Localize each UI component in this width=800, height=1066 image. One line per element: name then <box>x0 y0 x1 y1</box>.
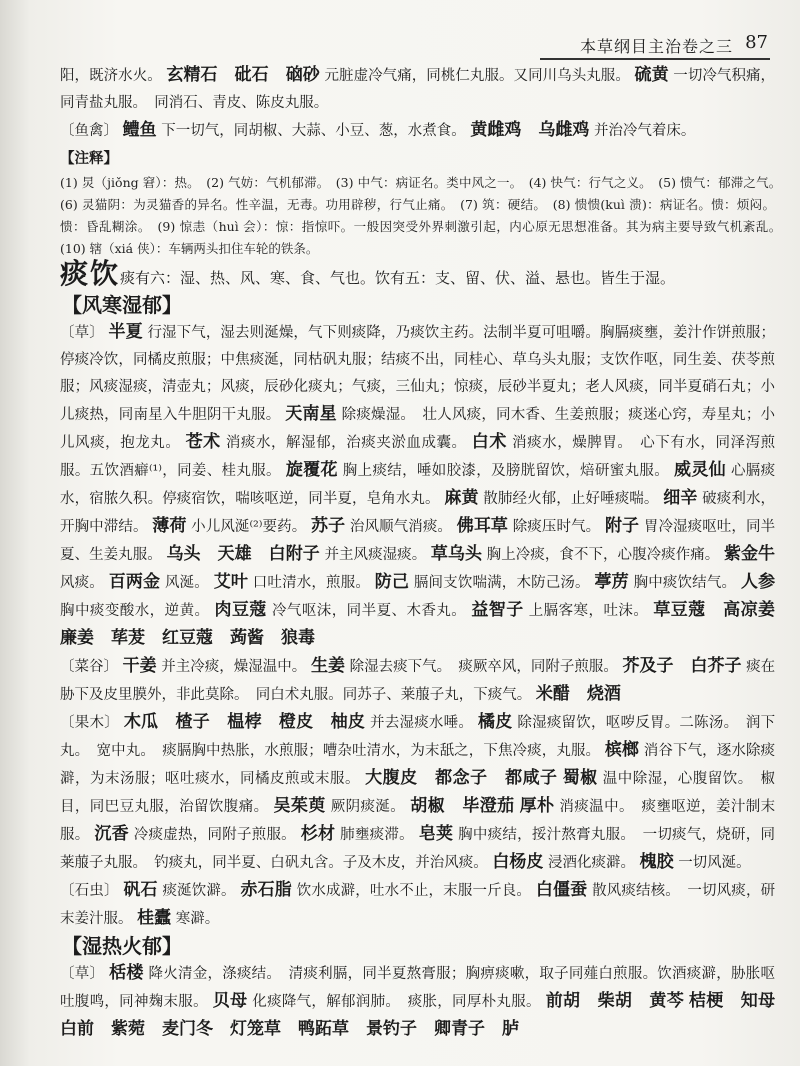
herb-name: 细辛 <box>663 488 698 508</box>
category-tag: 〔石虫〕 <box>60 883 119 899</box>
herb-name: 人参 <box>740 572 776 592</box>
herb-name: 橘皮 <box>478 712 513 732</box>
entry-text: 温中除湿，心腹留饮。 椒目，同巴豆丸服，治留饮腹痛。 <box>60 771 776 815</box>
entry-text: 消谷下气，逐水除痰澼，为末汤服；呕吐痰水，同橘皮煎或末服。 <box>60 743 776 787</box>
herb-name: 旋覆花 <box>285 460 338 480</box>
herb-name: 草豆蔻 高凉姜 廉姜 荜茇 红豆蔻 蒟酱 狼毒 <box>60 600 793 648</box>
category-tag: 〔菜谷〕 <box>60 659 119 675</box>
entry-text: 化痰降气，解郁润肺。 痰胀，同厚朴丸服。 <box>252 994 541 1010</box>
entry-text: 痰在胁下及皮里膜外，非此莫除。 同白术丸服。同苏子、莱菔子丸，下痰气。 <box>60 659 776 703</box>
intro-paragraph-2 <box>60 117 775 145</box>
herb-name: 苏子 <box>311 516 346 536</box>
entry-text: 小儿风涎⁽²⁾要药。 <box>191 519 307 535</box>
herb-name: 肉豆蔻 <box>214 600 267 620</box>
entry-text: 口吐清水，煎服。 <box>252 575 371 591</box>
herb-name: 吴茱萸 <box>273 796 326 816</box>
herb-name: 蜀椒 <box>562 768 598 788</box>
herb-name: 佛耳草 <box>456 516 509 536</box>
herb-name: 大腹皮 都念子 都咸子 <box>365 768 558 788</box>
herb-name: 玄精石 砒石 硇砂 <box>166 65 320 85</box>
herb-name: 贝母 <box>212 991 248 1011</box>
herb-name: 前胡 柴胡 黄芩 <box>545 991 685 1011</box>
entry-text: 并主风痰湿痰。 <box>324 547 427 563</box>
herb-name: 防己 <box>374 572 410 592</box>
entry-text: 破痰利水，开胸中滞结。 <box>60 491 776 535</box>
section-title: 痰饮 <box>60 257 121 290</box>
entry-text: 一切风涎。 <box>678 855 751 871</box>
subsection-title-damp-heat-fire: 【湿热火郁】 <box>62 934 182 958</box>
entry-text: 胃冷湿痰呕吐，同半夏、生姜丸服。 <box>60 519 776 563</box>
herb-name: 沉香 <box>94 824 129 844</box>
herb-name: 天南星 <box>285 404 337 424</box>
herb-name: 艾叶 <box>213 572 249 592</box>
entry-text: 散肺经火郁，止好唾痰喘。 <box>483 491 659 507</box>
category-tag: 〔果木〕 <box>60 715 119 731</box>
entry-text: 风涎。 <box>164 575 209 591</box>
herb-name: 槐胶 <box>639 852 674 872</box>
intro-text: 下一切气，同胡椒、大蒜、小豆、葱，水煮食。 <box>161 123 466 139</box>
entry-text: 心膈痰水，宿脓久积。停痰宿饮，喘咳呕逆，同半夏，皂角水丸。 <box>60 463 776 507</box>
entry-text: 寒澼。 <box>175 911 220 927</box>
entry-text: 膈间支饮喘满，木防己汤。 <box>413 575 590 591</box>
entry-text: 冷痰虚热，同附子煎服。 <box>133 827 296 843</box>
entry-text: 冷气呕沫，同半夏、木香丸。 <box>271 603 467 619</box>
entry-paragraph <box>60 319 793 653</box>
herb-name: 鳢鱼 <box>122 120 157 140</box>
notes-label: 【注释】 <box>60 150 118 167</box>
section-description: 痰有六：湿、热、风、寒、食、气也。饮有五：支、留、伏、溢、悬也。皆生于湿。 <box>120 269 676 287</box>
entry-paragraph <box>60 877 775 933</box>
entry-paragraph <box>60 709 775 877</box>
intro-text: 一切冷气积痛，同青盐丸服。 同消石、青皮、陈皮丸服。 <box>60 68 776 111</box>
entry-text: 胸上痰结，唾如胶漆，及膀胱留饮，焙研蜜丸服。 <box>342 463 670 479</box>
entry-text: 除湿痰留饮，呕哕反胃。二陈汤。 润下丸。 宽中丸。 痰膈胸中热胀，水煎服；嘈杂吐清水，为末舐之，下焦冷痰，丸服。 <box>60 715 776 759</box>
entry-text: 除痰燥湿。 壮人风痰，同木香、生姜煎服；痰迷心窍，寿星丸；小儿风痰，抱龙丸。 <box>60 407 776 451</box>
herb-name: 桂蠹 <box>137 908 172 928</box>
herb-name: 生姜 <box>310 656 345 676</box>
entry-text: 行湿下气，湿去则涎燥，气下则痰降，乃痰饮主药。法制半夏可咀嚼。胸膈痰壅，姜汁作饼煎服；停痰冷饮，同橘皮煎服；中焦痰涎，同枯矾丸服；结痰不出，同桂心、草乌头丸服；支饮作呕，同生姜、茯苓煎服；风痰湿痰，清壶丸；风痰，辰砂化痰丸；气痰，三仙丸；惊痰，辰砂半夏丸；老人风痰，同半夏硝石丸；小儿痰热，同南星入牛胆阴干丸服。 <box>60 325 776 423</box>
running-header-title: 本草纲目主治卷之三 <box>580 37 734 56</box>
entry-text: 胸中痰饮结气。 <box>633 575 737 591</box>
herb-name: 白术 <box>471 432 507 452</box>
herb-name: 威灵仙 <box>673 460 726 480</box>
entry-text: 风痰。 <box>60 575 104 591</box>
herb-name: 百两金 <box>108 572 161 592</box>
herb-name: 矾石 <box>123 880 158 900</box>
herb-name: 槟榔 <box>604 740 640 760</box>
entry-text: 散风痰结核。 一切风痰，研末姜汁服。 <box>60 883 776 927</box>
herb-name: 黄雌鸡 乌雌鸡 <box>470 120 590 140</box>
page-body <box>60 62 793 1044</box>
entry-text: 消痰温中。 痰壅呕逆，姜汁制末服。 <box>60 799 776 843</box>
intro-text: 并治冷气着床。 <box>593 123 696 139</box>
herb-name: 乌头 天雄 白附子 <box>166 544 320 564</box>
entry-text: 胸中痰结，挼汁熬膏丸服。 一切痰气，烧研，同莱菔子丸服。 钓痰丸，同半夏、白矾丸含。子及木皮，并治风痰。 <box>60 827 776 871</box>
herb-name: 厚朴 <box>519 796 555 816</box>
intro-text: 元脏虚冷气痛，同桃仁丸服。又同川乌头丸服。 <box>324 68 630 84</box>
herb-name: 苍术 <box>185 432 221 452</box>
herb-name: 赤石脂 <box>240 880 292 900</box>
category-tag: 〔鱼禽〕 <box>60 123 118 139</box>
herb-name: 紫金牛 <box>723 544 776 564</box>
intro-text: 阳，既济水火。 <box>60 68 162 84</box>
category-tag: 〔草〕 <box>60 325 104 341</box>
entry-text: 并去湿痰水唾。 <box>369 715 474 731</box>
herb-name: 胡椒 毕澄茄 <box>410 796 515 816</box>
entry-text: 胸中痰变酸水，逆黄。 <box>60 603 210 619</box>
herb-name: 草乌头 <box>430 544 483 564</box>
herb-name: 白僵蚕 <box>535 880 588 900</box>
entry-text: 除湿去痰下气。 痰厥卒风，同附子煎服。 <box>349 659 618 675</box>
entry-text: 肺壅痰滞。 <box>340 827 414 843</box>
entry-paragraph <box>60 653 775 709</box>
entry-text: 消痰水，燥脾胃。 心下有水，同泽泻煎服。五饮酒癖⁽¹⁾，同姜、桂丸服。 <box>60 435 776 479</box>
entry-text: 并主冷痰，燥湿温中。 <box>161 659 307 675</box>
page-number: 87 <box>745 32 768 53</box>
herb-name: 白杨皮 <box>492 852 544 872</box>
entry-text: 降火清金，涤痰结。 清痰利膈，同半夏熬膏服；胸痹痰嗽，取子同薤白煎服。饮酒痰澼，胁胀呕吐腹鸣，同神麹末服。 <box>60 966 776 1010</box>
entry-text: 浸酒化痰澼。 <box>547 855 635 871</box>
herb-name: 栝楼 <box>109 963 144 983</box>
herb-name: 硫黄 <box>634 65 669 85</box>
herb-name: 芥及子 白芥子 <box>622 656 742 676</box>
herb-name: 麻黄 <box>444 488 479 508</box>
entry-text: 除痰压时气。 <box>512 519 601 535</box>
category-tag: 〔草〕 <box>60 966 105 982</box>
herb-name: 木瓜 楂子 榅桲 橙皮 柚皮 <box>123 712 366 732</box>
entry-text: 饮水成澼，吐水不止，末服一斤良。 <box>296 883 532 899</box>
herb-name: 皂荚 <box>418 824 454 844</box>
herb-name: 薄荷 <box>152 516 187 536</box>
entry-text: 痰涎饮澼。 <box>162 883 236 899</box>
herb-name: 桔梗 知母 白前 紫菀 麦门冬 灯笼草 鸭跖草 景钓子 卿青子 胪 <box>60 991 793 1039</box>
herb-name: 附子 <box>604 516 640 536</box>
intro-paragraph-1 <box>60 62 775 117</box>
entry-paragraph <box>60 960 793 1044</box>
notes-text: (1) 炅（jiǒng 窘）：热。 (2) 气妨：气机郁滞。 (3) 中气：病证名。类中风之一。 (4) 快气：行气之义。 (5) 愦气：郁滞之气。 (6) 灵猫阴：为灵猫香的异名。性辛温，无毒。功用辟秽，行气止痛。 (7) 筑：硬结。 (8) 愦愦(kuì 溃)：病证名。愦：烦闷。愦：昏乱糊涂。 (9) 惊恚（huì 会）：惊：指惊吓。一般因突受外界刺激引起，内心原无思想准备。其为病主要导致气机紊乱。 (10) 辖（xiá 侠）：车辆两头扣住车轮的铁条。 <box>60 175 788 256</box>
section-heading <box>60 257 775 292</box>
entry-text: 上膈客寒，吐沫。 <box>528 603 649 619</box>
herb-name: 杉材 <box>300 824 336 844</box>
herb-name: 米醋 烧酒 <box>535 684 621 704</box>
entry-text: 厥阴痰涎。 <box>330 799 406 815</box>
herb-name: 干姜 <box>122 656 157 676</box>
subsection-title-wind-cold-damp: 【风寒湿郁】 <box>62 293 182 317</box>
herb-name: 益智子 <box>471 600 524 620</box>
entry-text: 胸上冷痰，食不下，心腹冷痰作痛。 <box>486 547 720 563</box>
entry-text: 消痰水，解湿郁，治痰夹淤血成囊。 <box>225 435 467 451</box>
herb-name: 葶苈 <box>594 572 629 592</box>
running-header <box>540 30 770 60</box>
entry-text: 治风顺气消痰。 <box>349 519 453 535</box>
herb-name: 半夏 <box>108 322 143 342</box>
